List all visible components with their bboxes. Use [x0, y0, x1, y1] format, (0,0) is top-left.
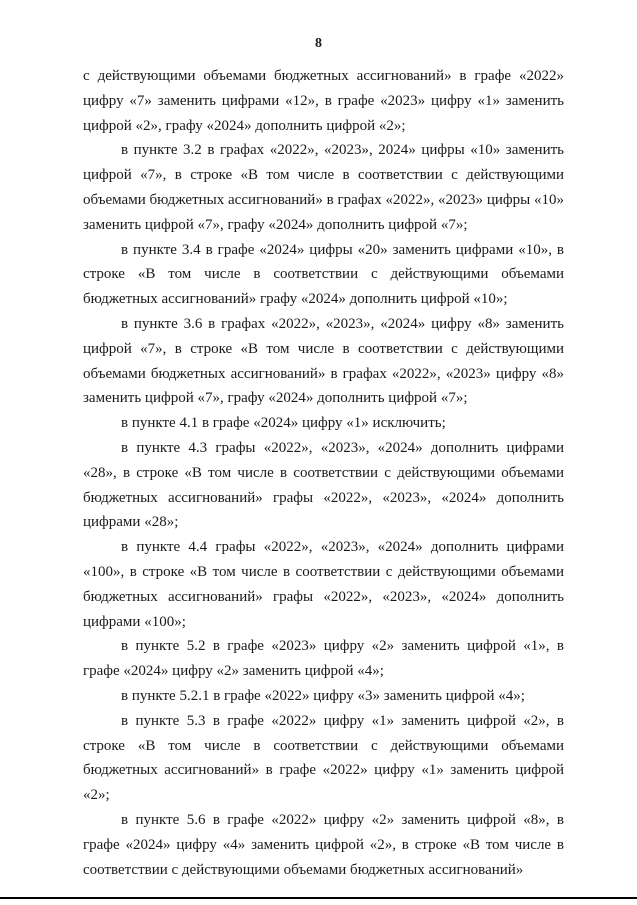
paragraph: в пункте 3.4 в графе «2024» цифры «20» заменить цифрами «10», в строке «В том числе в соответствии с действующими объемами бюджетных ассигнований» графу «2024» дополнить цифрой «10»; — [83, 241, 564, 308]
paragraph: в пункте 5.3 в графе «2022» цифру «1» заменить цифрой «2», в строке «В том числе в соответствии с действующими объемами бюджетных ассигнований» в графе «2022» цифру «1» заменить цифрой «2»; — [83, 712, 564, 804]
paragraph: в пункте 5.2 в графе «2023» цифру «2» заменить цифрой «1», в графе «2024» цифру «2» заменить цифрой «4»; — [83, 638, 564, 680]
document-body — [83, 64, 564, 882]
page-number: 8 — [315, 36, 322, 51]
paragraph: в пункте 5.6 в графе «2022» цифру «2» заменить цифрой «8», в графе «2024» цифру «4» заменить цифрой «2», в строке «В том числе в соответствии с действующими объемами бюджетных ассигнований» — [83, 811, 564, 878]
paragraph: в пункте 4.3 графы «2022», «2023», «2024» дополнить цифрами «28», в строке «В том числе в соответствии с действующими объемами бюджетных ассигнований» графы «2022», «2023», «2024» дополнить цифрами «28»; — [83, 439, 564, 531]
paragraph: в пункте 4.4 графы «2022», «2023», «2024» дополнить цифрами «100», в строке «В том числе в соответствии с действующими объемами бюджетных ассигнований» графы «2022», «2023», «2024» дополнить цифрами «100»; — [83, 539, 564, 630]
paragraph: в пункте 3.2 в графах «2022», «2023», 2024» цифры «10» заменить цифрой «7», в строке «В том числе в соответствии с действующими объемами бюджетных ассигнований» в графах «2022», «2023» цифры «10» заменить цифрой «7», графу «2024» дополнить цифрой «7»; — [83, 142, 564, 233]
paragraph: в пункте 5.2.1 в графе «2022» цифру «3» заменить цифрой «4»; — [121, 687, 525, 704]
scan-edge-mark — [0, 897, 637, 899]
paragraph: в пункте 3.6 в графах «2022», «2023», «2024» цифру «8» заменить цифрой «7», в строке «В том числе в соответствии с действующими объемами бюджетных ассигнований» в графах «2022», «2023» цифру «8» заменить цифрой «7», графу «2024» дополнить цифрой «7»; — [83, 315, 564, 407]
paragraph: с действующими объемами бюджетных ассигнований» в графе «2022» цифру «7» заменить цифрами «12», в графе «2023» цифру «1» заменить цифрой «2», графу «2024» дополнить цифрой «2»; — [83, 68, 564, 134]
paragraph: в пункте 4.1 в графе «2024» цифру «1» исключить; — [121, 415, 446, 432]
